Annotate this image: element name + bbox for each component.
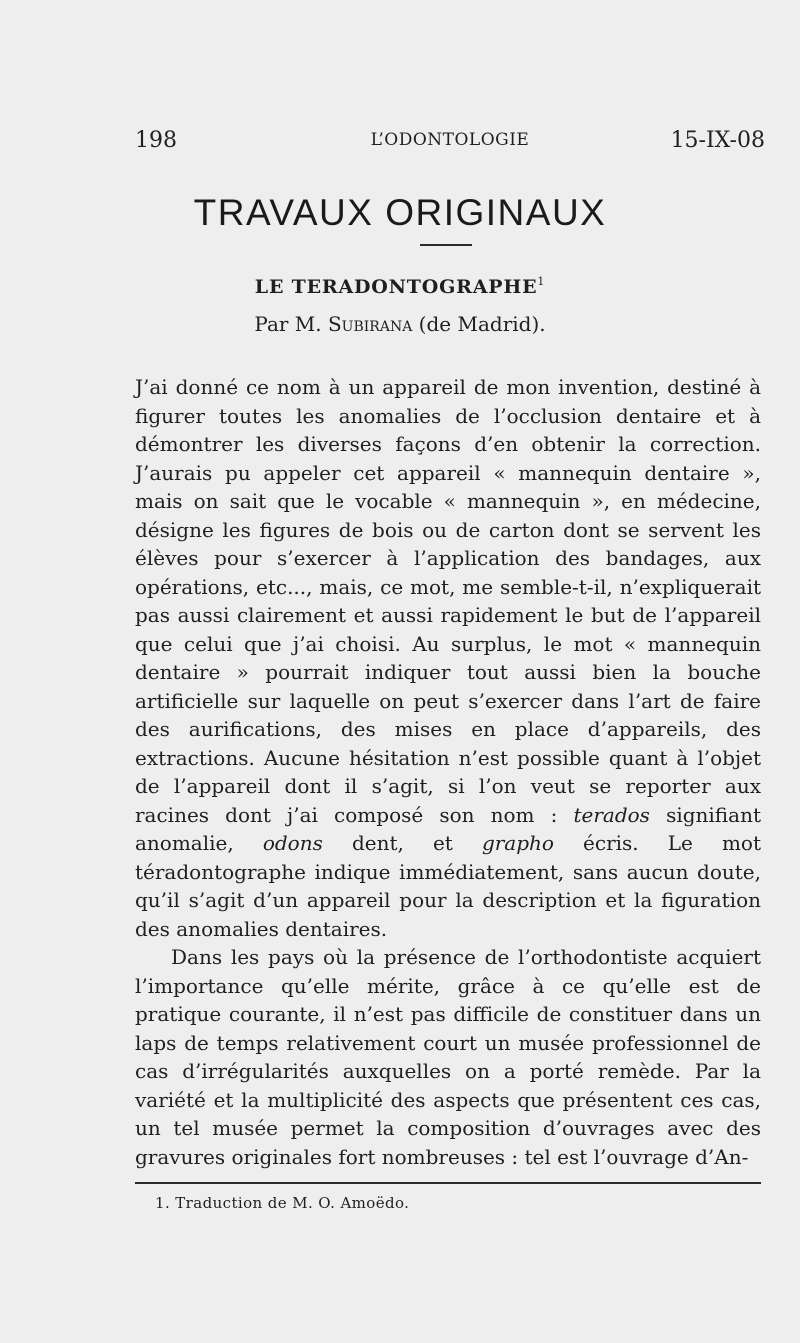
running-header <box>135 128 765 158</box>
footnote: 1. Traduction de M. O. Amoëdo. <box>155 1194 410 1212</box>
paragraph-1-text-d: écris. Le mot téradontographe indique immédiatement, sans aucun doute, qu’il s’agit d’un appareil pour la description et la figuration des anomalies dentaires. <box>135 831 762 941</box>
journal-title: L’ODONTOLOGIE <box>370 130 530 150</box>
term-terados: terados <box>573 802 650 827</box>
title-divider <box>420 244 472 246</box>
page-number: 198 <box>135 128 177 153</box>
paragraph-1-text-c: dent, et <box>322 831 482 855</box>
footnote-marker: 1 <box>537 275 546 288</box>
article-body <box>135 373 761 1171</box>
paragraph-1-text-a: J’ai donné ce nom à un appareil de mon invention, destiné à figurer toutes les anomalies de l’occlusion dentaire et à démontrer les diverses façons d’en obtenir la correction. J’aurais pu appeler cet appareil « mannequin dentaire », mais on sait que le vocable « mannequin », en médecine, désigne les figures de bois ou de carton dont se servent les élèves pour s’exercer à l’application des bandages, aux opérations, etc..., mais, ce mot, me semble-t-il, n’expliquerait pas aussi clairement et aussi rapidement le but de l’appareil que celui que j’ai choisi. Au surplus, le mot « mannequin dentaire » pourrait indiquer tout aussi bien la bouche artificielle sur laquelle on peut s’exercer dans l’art de faire des aurifications, des mises en place d’appareils, des extractions. Aucune hésitation n’est possible quant à l’objet de l’appareil dont il s’agit, si l’on veut se reporter aux racines dont j’ai composé son nom : <box>135 375 761 827</box>
issue-date: 15-IX-08 <box>670 128 765 153</box>
author-name: Subirana <box>327 312 413 336</box>
paragraph-1 <box>135 373 761 943</box>
term-grapho: grapho <box>481 831 554 855</box>
byline <box>0 312 800 336</box>
paragraph-1-text-b: signifiant anomalie, <box>135 802 761 855</box>
paragraph-2: Dans les pays où la présence de l’orthodontiste acquiert l’importance qu’elle mérite, grâce à ce qu’elle est de pratique courante, il n’est pas difficile de constituer dans un laps de temps relativement court un musée professionnel de cas d’irrégularités auxquelles on a porté remède. Par la variété et la multiplicité des aspects que présentent ces cas, un tel musée permet la composition d’ouvrages avec des gravures originales fort nombreuses : tel est l’ouvrage d’An- <box>135 945 761 1169</box>
article-title-text: LE TERADONTOGRAPHE <box>254 276 538 298</box>
byline-suffix: (de Madrid). <box>412 312 546 336</box>
footnote-divider <box>135 1182 761 1184</box>
term-odons: odons <box>262 831 323 855</box>
article-title <box>0 275 800 298</box>
section-title: TRAVAUX ORIGINAUX <box>193 192 607 233</box>
byline-prefix: Par M. <box>254 312 328 336</box>
